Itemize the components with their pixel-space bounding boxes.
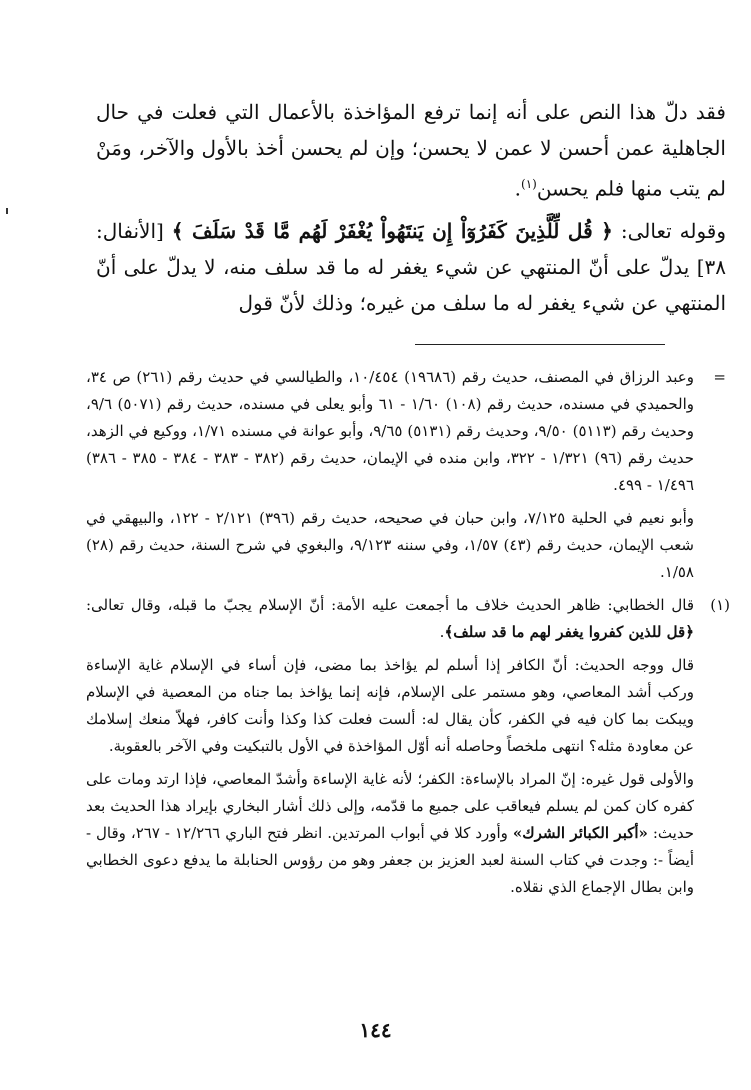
paragraph-1-end: . [514,176,521,201]
page-number: ١٤٤ [359,1018,392,1042]
footnote-reference: (١) [521,177,537,191]
footnote-paragraph-3 [86,652,730,760]
continuation-marker: = [713,368,726,386]
footnote-paragraph-4 [86,766,730,901]
footnote-continuation-2-text: وأبو نعيم في الحلية ٧/١٢٥، وابن حبان في صحيحه، حديث رقم (٣٩٦) ٢/١٢١ - ١٢٢، والبيهقي في شعب الإيمان، حديث رقم (٤٣) ١/٥٧، وفي سننه ٩/١٢٣، والبغوي في شرح السنة، حديث رقم (٢٨) ١/٥٨. [86,509,695,581]
footnote-continuation-2 [86,505,730,586]
hadith-title: «أكبر الكبائر الشرك» [512,824,648,842]
paragraph-1 [96,94,726,207]
footnote-number: (١) [710,596,730,614]
footnote-paragraph-4-text: والأولى قول غيره: إنّ المراد بالإساءة: الكفر؛ لأنه غاية الإساءة وأشدّ المعاصي، فإذا ارتد ومات على كفره كان كمن لم يسلم فيعاقب على جميع ما قدّمه، وإلى ذلك أشار البخاري بإيراد هذا الحديث بعد حديث: [86,770,694,842]
footnote-1 [86,592,730,646]
footnote-continuation-text: وعبد الرزاق في المصنف، حديث رقم (١٩٦٨٦) ١٠/٤٥٤، والطيالسي في حديث رقم (٢٦١) ص ٣٤، والحميدي في مسنده، حديث رقم (١٠٨) ١/٦٠ - ٦١ وأبو يعلى في مسنده، حديث رقم (٥٠٧١) ٩/٦، وحديث رقم (٥١١٣) ٩/٥٠، وحديث رقم (٥١٣١) ٩/٦٥، وأبو عوانة في مسنده ١/٧١، ووكيع في الزهد، حديث رقم (٩٦) ١/٣٢١ - ٣٢٢، وابن منده في الإيمان، حديث رقم (٣٨٢ - ٣٨٣ - ٣٨٤ - ٣٨٥ - ٣٨٦) ١/٤٩٦ - ٤٩٩. [86,368,695,494]
paragraph-2-text: [الأنفال: ٣٨] يدلّ على أنّ المنتهي عن شيء يغفر له ما قد سلف منه، لا يدلّ على أنّ المنتهي عن شيء يغفر له ما سلف من غيره؛ وذلك لأنّ قول [96,218,726,315]
quran-verse: ﴿ قُل لِّلَّذِينَ كَفَرُوٓاْ إِن يَنتَهُواْ يُغْفَرْ لَهُم مَّا قَدْ سَلَفَ ﴾ [171,218,613,243]
paragraph-2 [96,213,726,321]
main-text [96,94,726,327]
paragraph-1-text: فقد دلّ هذا النص على أنه إنما ترفع المؤاخذة بالأعمال التي فعلت في حال الجاهلية عمن أحسن لا عمن لا يحسن؛ وإن لم يحسن أخذ بالأول والآخر، ومَنْ لم يتب منها فلم يحسن [96,100,726,201]
margin-mark [6,208,8,214]
footnote-continuation [86,364,730,499]
footnotes [86,364,730,907]
footnote-1-end: . [439,623,445,641]
footnote-paragraph-3-text: قال ووجه الحديث: أنّ الكافر إذا أسلم لم يؤاخذ بما مضى، فإن أساء في الإسلام غاية الإساءة وركب أشد المعاصي، وهو مستمر على الإسلام، فإنه إنما يؤاخذ بما جناه من المعصية في الإسلام ويبكت بما كان فيه في الكفر، كأن يقال له: ألست فعلت كذا وكذا وأنت كافر، فهلاّ منعك إسلامك عن معاودة مثله؟ انتهى ملخصاً وحاصله أنه أوّل المؤاخذة في الأول بالتبكيت وفي الآخر بالعقوبة. [86,656,694,755]
footnote-1-text: قال الخطابي: ظاهر الحديث خلاف ما أجمعت عليه الأمة: أنّ الإسلام يجبّ ما قبله، وقال تعالى: [86,596,694,614]
footnote-paragraph-4-end: وأورد كلا في أبواب المرتدين. انظر فتح الباري ١٢/٢٦٦ - ٢٦٧، وقال - أيضاً -: وجدت في كتاب السنة لعبد العزيز بن جعفر وهو من رؤوس الحنابلة ما يدفع دعوى الخطابي وابن بطال الإجماع الذي نقلاه. [86,824,694,896]
footnote-quran-quote: ﴿قل للذين كفروا يغفر لهم ما قد سلف﴾ [444,623,694,641]
paragraph-2-intro: وقوله تعالى: [620,218,727,243]
footnote-separator [415,344,665,345]
